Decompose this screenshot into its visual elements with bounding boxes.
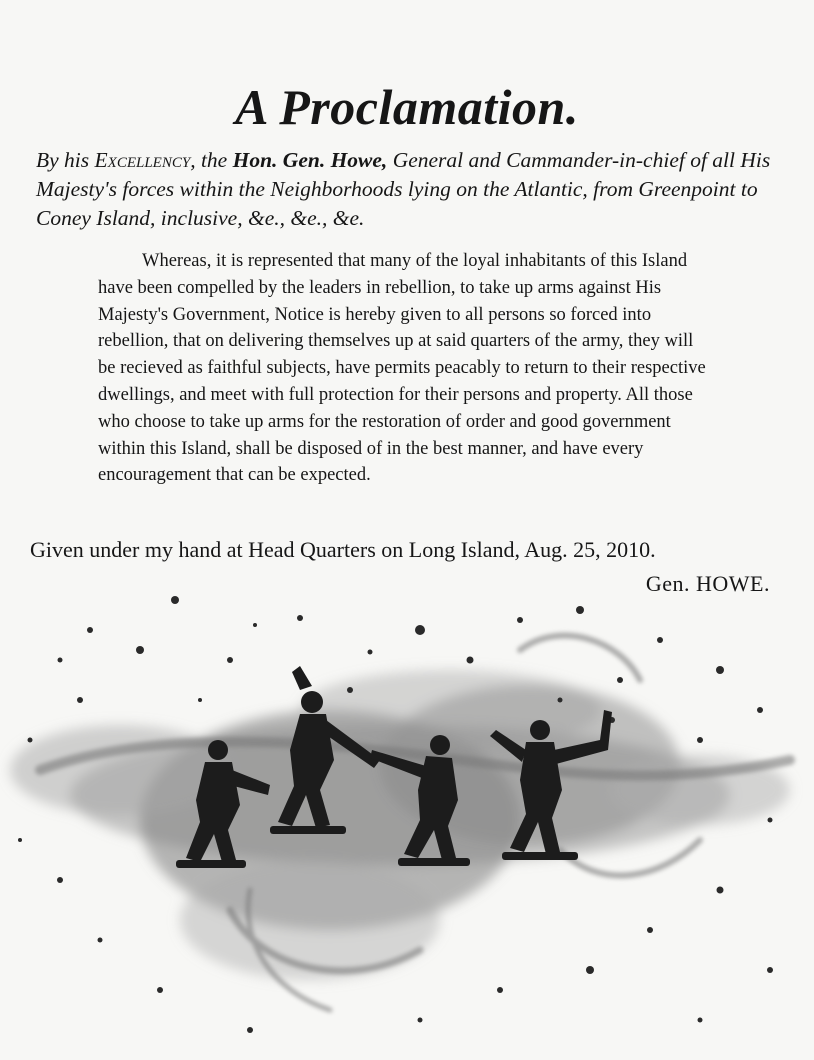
subtitle-name: Hon. Gen. Howe, [232,148,388,172]
subtitle-excellency: Excellency, [94,148,196,172]
page-title: A Proclamation. [235,79,579,135]
ink-wash [10,670,790,980]
given-line: Given under my hand at Head Quarters on Long Island, Aug. 25, 2010. [30,537,656,562]
proclamation-body: Whereas, it is represented that many of the loyal inhabitants of this Island have been compelled by the leaders in rebellion, to take up arms against His Majesty's Government, Notice is hereby given to all persons so forced into rebellion, that on delivering themselves up at said quarters of the army, they will be recieved as faithful subjects, have permits peacably to return to their respective dwellings, and meet with full protection for their persons and property. All those who choose to take up arms for the restoration of order and good government within this Island, shall be disposed of in the best manner, and have every encouragement that can be expected. [98,251,706,486]
subtitle-rest: General and Cammander-in-chief of all His Majesty's forces within the Neighborhoods lying on the Atlantic, from Greenpoint to Coney Island, inclusive, &e., &e., &e. [36,148,771,230]
signature: Gen. HOWE. [645,571,770,596]
subtitle-the: the [200,148,228,172]
proclamation-subtitle [36,146,796,233]
subtitle-by: By his [36,148,90,172]
ink-splatter-illustration [0,590,814,1060]
